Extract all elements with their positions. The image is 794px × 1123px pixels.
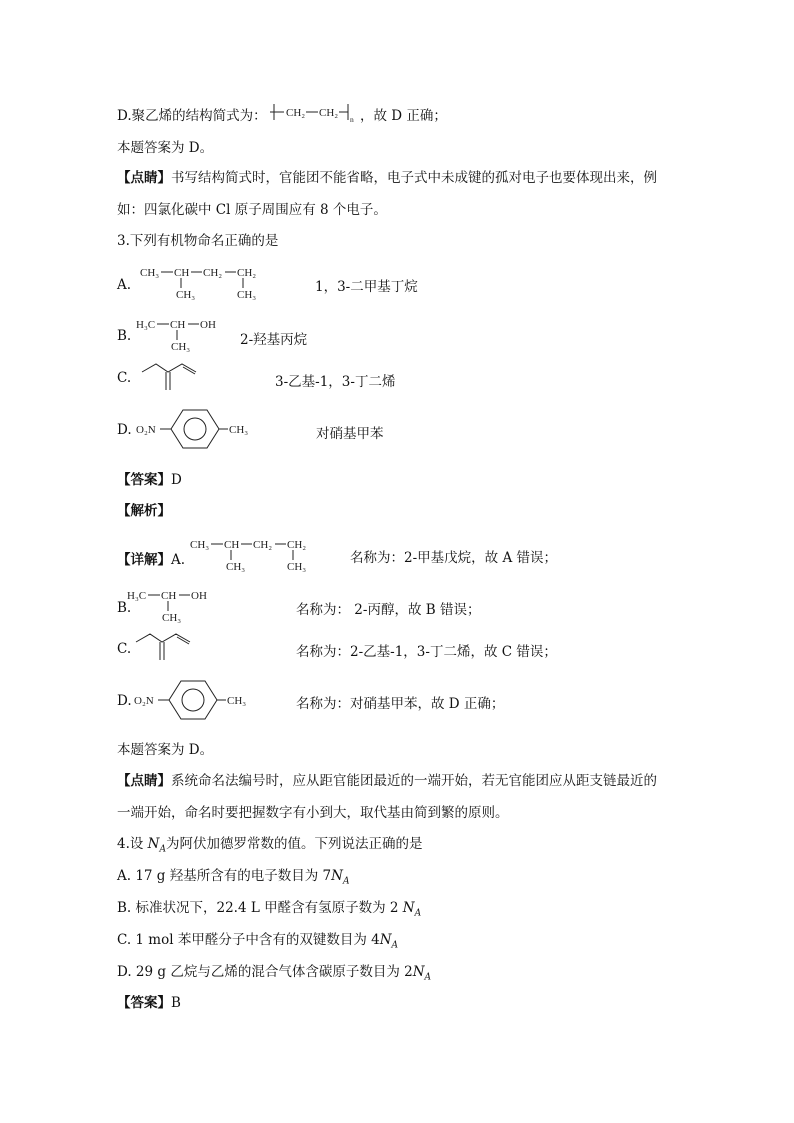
svg-text:CH₃: CH₃ (226, 561, 246, 573)
answer-q4: 【答案】B (117, 995, 181, 1011)
polymer-structure (268, 100, 356, 124)
tip-1-text-a: 书写结构简式时，官能团不能省略，电子式中未成键的孤对电子也要体现出来，例 (171, 170, 657, 186)
q3-option-a-label: A. (117, 277, 132, 293)
detail-b-label: B. (117, 600, 132, 616)
svg-text:CH: CH (174, 267, 190, 279)
detail-d-label: D. (117, 693, 132, 709)
svg-text:CH₃: CH₃ (190, 539, 210, 551)
svg-text:CH₂: CH₂ (287, 539, 307, 551)
svg-text:H₃C: H₃C (127, 590, 147, 602)
svg-text:CH₂: CH₂ (253, 539, 273, 551)
tip-2-tag: 【点睛】 (117, 773, 171, 789)
svg-text:CH: CH (170, 319, 186, 331)
answer-d-line-2: 本题答案为 D。 (117, 742, 214, 758)
detail-d-structure (134, 675, 254, 725)
q3-c-structure (138, 360, 208, 394)
svg-text:CH₃: CH₃ (140, 267, 160, 279)
q4-option-a: A. 17 g 羟基所含有的电子数目为 $7N_A$ (117, 868, 350, 887)
q4-stem: 4.设 $N_A$为阿伏加德罗常数的值。下列说法正确的是 (117, 836, 423, 855)
detail-b-text: 名称为： 2-丙醇，故 B 错误； (296, 602, 481, 618)
svg-text:CH₂: CH₂ (237, 267, 257, 279)
polymer-ch2-a: CH₂ (286, 107, 306, 119)
detail-a-label: A. (171, 552, 186, 568)
na-symbol: $N_A$ (147, 836, 166, 855)
svg-text:CH₃: CH₃ (237, 289, 257, 301)
tip-1-tag: 【点睛】 (117, 170, 171, 186)
tip-2 (117, 769, 657, 789)
q3-option-d-label: D. (117, 422, 132, 438)
polymer-line-suffix: ，故 D 正确； (360, 108, 447, 124)
answer-tag: 【答案】 (117, 472, 171, 488)
tip-2-cont: 一端开始，命名时要把握数字有小到大，取代基由简到繁的原则。 (117, 805, 509, 821)
answer-q3-value: D (171, 472, 182, 488)
q4-option-d: D. 29 g 乙烷与乙烯的混合气体含碳原子数目为 $2N_A$ (117, 964, 432, 983)
q3-option-a-name: 1，3-二甲基丁烷 (315, 279, 418, 295)
tip-1-cont: 如：四氯化碳中 Cl 原子周围应有 8 个电子。 (117, 202, 387, 218)
polymer-line-prefix: D.聚乙烯的结构简式为： (117, 108, 267, 124)
q3-option-c-label: C. (117, 370, 132, 386)
svg-text:CH₃: CH₃ (162, 612, 182, 624)
detail-c-text: 名称为：2-乙基-1，3-丁二烯，故 C 错误； (296, 644, 557, 660)
answer-d-line-1: 本题答案为 D。 (117, 140, 214, 156)
svg-text:CH: CH (161, 590, 177, 602)
svg-text:CH₃: CH₃ (176, 289, 196, 301)
polymer-n: n (350, 115, 354, 124)
q3-option-d-name: 对硝基甲苯 (316, 426, 384, 442)
svg-text:OH: OH (191, 590, 207, 602)
polymer-ch2-b: CH₂ (319, 107, 339, 119)
q3-option-c-name: 3-乙基-1，3-丁二烯 (275, 374, 396, 390)
q3-option-b-name: 2-羟基丙烷 (240, 332, 308, 348)
q4-option-b: B. 标准状况下，22.4 L 甲醛含有氢原子数为 2 $N_A$ (117, 900, 422, 919)
answer-q4-value: B (171, 995, 181, 1011)
detail-c-structure (132, 630, 202, 664)
tip-1 (117, 166, 657, 186)
polymer-line (117, 104, 267, 124)
q4-option-c: C. 1 mol 苯甲醛分子中含有的双键数目为 $4N_A$ (117, 932, 399, 951)
svg-text:CH: CH (224, 539, 240, 551)
answer-q3 (117, 468, 182, 488)
detail-a-structure (190, 534, 315, 574)
detail-row-a (117, 548, 185, 568)
tip-2-text-a: 系统命名法编号时，应从距官能团最近的一端开始，若无官能团应从距支链最近的 (171, 773, 657, 789)
detail-b-structure (127, 585, 217, 625)
analysis-tag: 【解析】 (117, 503, 171, 519)
svg-text:CH₃: CH₃ (171, 341, 191, 353)
detail-a-text: 名称为：2-甲基戊烷，故 A 错误； (350, 550, 557, 566)
svg-text:CH₂: CH₂ (203, 267, 223, 279)
detail-d-text: 名称为：对硝基甲苯，故 D 正确； (296, 696, 505, 712)
q3-option-b-label: B. (117, 328, 132, 344)
svg-text:CH₃: CH₃ (287, 561, 307, 573)
q3-d-structure (136, 404, 256, 454)
q3-stem: 3.下列有机物命名正确的是 (117, 233, 279, 249)
detail-c-label: C. (117, 641, 132, 657)
q3-b-structure (136, 314, 226, 354)
svg-text:O₂N: O₂N (136, 424, 156, 436)
svg-text:OH: OH (200, 319, 216, 331)
svg-text:H₃C: H₃C (136, 319, 156, 331)
svg-text:CH₃: CH₃ (227, 695, 247, 707)
q3-a-structure (140, 262, 265, 302)
detail-tag: 【详解】 (117, 552, 171, 568)
svg-text:O₂N: O₂N (134, 695, 154, 707)
svg-text:CH₃: CH₃ (229, 424, 249, 436)
